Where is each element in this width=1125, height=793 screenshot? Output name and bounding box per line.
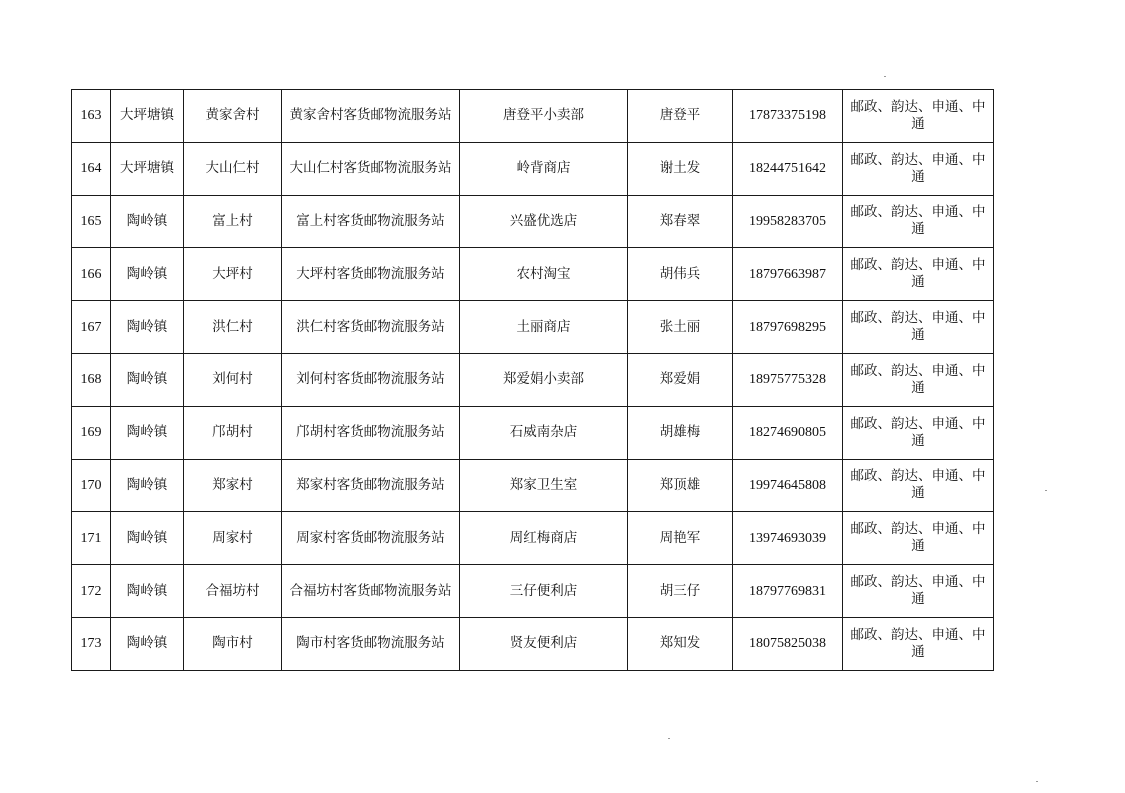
table-row (72, 195, 994, 248)
station-cell: 陶市村客货邮物流服务站 (282, 617, 460, 670)
village-cell: 黄家舍村 (184, 90, 282, 143)
scan-speck (1036, 781, 1038, 782)
village-cell: 周家村 (184, 512, 282, 565)
contact-cell: 郑知发 (628, 617, 733, 670)
table-row (72, 512, 994, 565)
contact-cell: 郑春翠 (628, 195, 733, 248)
express-cell: 邮政、韵达、申通、中通 (843, 459, 994, 512)
express-cell: 邮政、韵达、申通、中通 (843, 248, 994, 301)
express-cell: 邮政、韵达、申通、中通 (843, 301, 994, 354)
phone-cell: 18075825038 (733, 617, 843, 670)
logistics-station-table (71, 89, 994, 671)
contact-cell: 胡三仔 (628, 565, 733, 618)
phone-cell: 19958283705 (733, 195, 843, 248)
station-cell: 富上村客货邮物流服务站 (282, 195, 460, 248)
station-cell: 周家村客货邮物流服务站 (282, 512, 460, 565)
phone-cell: 19974645808 (733, 459, 843, 512)
village-cell: 富上村 (184, 195, 282, 248)
scan-speck (1045, 490, 1047, 491)
station-cell: 黄家舍村客货邮物流服务站 (282, 90, 460, 143)
scan-speck (668, 738, 670, 739)
village-cell: 陶市村 (184, 617, 282, 670)
town-cell: 陶岭镇 (111, 512, 184, 565)
table-row (72, 353, 994, 406)
row-number: 173 (72, 617, 111, 670)
town-cell: 陶岭镇 (111, 406, 184, 459)
town-cell: 大坪塘镇 (111, 142, 184, 195)
shop-cell: 郑爱娟小卖部 (460, 353, 628, 406)
table-row (72, 617, 994, 670)
contact-cell: 胡雄梅 (628, 406, 733, 459)
phone-cell: 13974693039 (733, 512, 843, 565)
town-cell: 陶岭镇 (111, 617, 184, 670)
station-cell: 大山仁村客货邮物流服务站 (282, 142, 460, 195)
shop-cell: 周红梅商店 (460, 512, 628, 565)
contact-cell: 张土丽 (628, 301, 733, 354)
shop-cell: 兴盛优选店 (460, 195, 628, 248)
town-cell: 大坪塘镇 (111, 90, 184, 143)
row-number: 170 (72, 459, 111, 512)
village-cell: 刘何村 (184, 353, 282, 406)
table-row (72, 301, 994, 354)
row-number: 167 (72, 301, 111, 354)
town-cell: 陶岭镇 (111, 353, 184, 406)
phone-cell: 18244751642 (733, 142, 843, 195)
shop-cell: 农村淘宝 (460, 248, 628, 301)
express-cell: 邮政、韵达、申通、中通 (843, 90, 994, 143)
shop-cell: 贤友便利店 (460, 617, 628, 670)
village-cell: 合福坊村 (184, 565, 282, 618)
town-cell: 陶岭镇 (111, 565, 184, 618)
contact-cell: 郑爱娟 (628, 353, 733, 406)
express-cell: 邮政、韵达、申通、中通 (843, 617, 994, 670)
shop-cell: 土丽商店 (460, 301, 628, 354)
shop-cell: 郑家卫生室 (460, 459, 628, 512)
scan-speck (884, 76, 886, 77)
express-cell: 邮政、韵达、申通、中通 (843, 353, 994, 406)
station-cell: 合福坊村客货邮物流服务站 (282, 565, 460, 618)
row-number: 165 (72, 195, 111, 248)
station-cell: 大坪村客货邮物流服务站 (282, 248, 460, 301)
phone-cell: 18274690805 (733, 406, 843, 459)
phone-cell: 18797663987 (733, 248, 843, 301)
contact-cell: 郑顶雄 (628, 459, 733, 512)
phone-cell: 18797698295 (733, 301, 843, 354)
phone-cell: 18797769831 (733, 565, 843, 618)
row-number: 169 (72, 406, 111, 459)
table-row (72, 565, 994, 618)
town-cell: 陶岭镇 (111, 248, 184, 301)
shop-cell: 三仔便利店 (460, 565, 628, 618)
row-number: 164 (72, 142, 111, 195)
shop-cell: 唐登平小卖部 (460, 90, 628, 143)
town-cell: 陶岭镇 (111, 459, 184, 512)
row-number: 166 (72, 248, 111, 301)
row-number: 171 (72, 512, 111, 565)
express-cell: 邮政、韵达、申通、中通 (843, 142, 994, 195)
table-row (72, 459, 994, 512)
village-cell: 邝胡村 (184, 406, 282, 459)
station-cell: 邝胡村客货邮物流服务站 (282, 406, 460, 459)
contact-cell: 周艳军 (628, 512, 733, 565)
table-row (72, 406, 994, 459)
express-cell: 邮政、韵达、申通、中通 (843, 565, 994, 618)
town-cell: 陶岭镇 (111, 195, 184, 248)
contact-cell: 唐登平 (628, 90, 733, 143)
shop-cell: 石威南杂店 (460, 406, 628, 459)
station-cell: 郑家村客货邮物流服务站 (282, 459, 460, 512)
row-number: 168 (72, 353, 111, 406)
phone-cell: 18975775328 (733, 353, 843, 406)
express-cell: 邮政、韵达、申通、中通 (843, 406, 994, 459)
row-number: 172 (72, 565, 111, 618)
phone-cell: 17873375198 (733, 90, 843, 143)
station-cell: 刘何村客货邮物流服务站 (282, 353, 460, 406)
table-row (72, 142, 994, 195)
contact-cell: 谢土发 (628, 142, 733, 195)
village-cell: 大坪村 (184, 248, 282, 301)
express-cell: 邮政、韵达、申通、中通 (843, 195, 994, 248)
contact-cell: 胡伟兵 (628, 248, 733, 301)
row-number: 163 (72, 90, 111, 143)
express-cell: 邮政、韵达、申通、中通 (843, 512, 994, 565)
village-cell: 洪仁村 (184, 301, 282, 354)
station-cell: 洪仁村客货邮物流服务站 (282, 301, 460, 354)
table-row (72, 248, 994, 301)
shop-cell: 岭背商店 (460, 142, 628, 195)
town-cell: 陶岭镇 (111, 301, 184, 354)
table-row (72, 90, 994, 143)
village-cell: 大山仁村 (184, 142, 282, 195)
village-cell: 郑家村 (184, 459, 282, 512)
